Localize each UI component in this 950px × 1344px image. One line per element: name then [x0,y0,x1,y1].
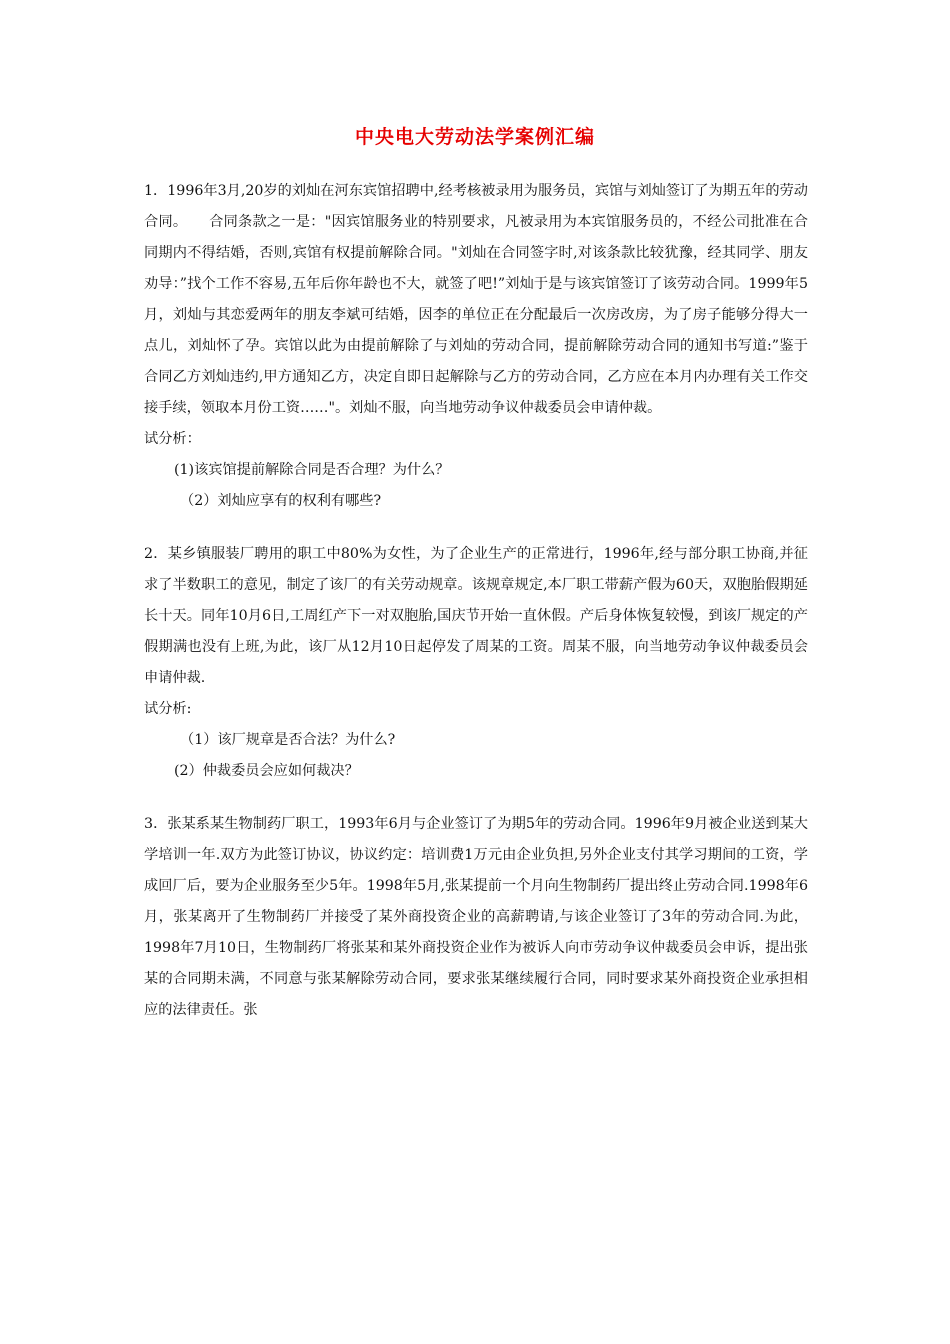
case-1-prompt: 试分析： [144,431,201,447]
document-body [144,176,808,1026]
case-1-question-1: (1)该宾馆提前解除合同是否合理？为什么？ [174,462,450,478]
case-1-question-2: （2）刘灿应享有的权利有哪些? [180,493,382,509]
case-2-question-1: （1）该厂规章是否合法？为什么? [180,732,396,748]
document-title: 中央电大劳动法学案例汇编 [354,126,595,148]
section-gap [144,517,808,539]
case-1-text: 1．1996年3月,20岁的刘灿在河东宾馆招聘中,经考核被录用为服务员，宾馆与刘灿签订了为期五年的劳动合同。 合同条款之一是："因宾馆服务业的特别要求，凡被录用为本宾馆服务员的，不经公司批准在合同期内不得结婚，否则,宾馆有权提前解除合同。"刘灿在合同签字时,对该条款比较犹豫，经其同学、朋友劝导：”找个工作不容易,五年后你年龄也不大，就签了吧!”刘灿于是与该宾馆签订了该劳动合同。1999年5月，刘灿与其恋爱两年的朋友李斌可结婚，因李的单位正在分配最后一次房改房，为了房子能够分得大一点儿，刘灿怀了孕。宾馆以此为由提前解除了与刘灿的劳动合同，提前解除劳动合同的通知书写道:”鉴于合同乙方刘灿违约,甲方通知乙方，决定自即日起解除与乙方的劳动合同，乙方应在本月内办理有关工作交接手续，领取本月份工资……"。刘灿不服，向当地劳动争议仲裁委员会申请仲裁。 [144,183,808,416]
case-2-text: 2．某乡镇服装厂聘用的职工中80%为女性，为了企业生产的正常进行，1996年,经与部分职工协商,并征求了半数职工的意见，制定了该厂的有关劳动规章。该规章规定,本厂职工带薪产假为60天，双胞胎假期延长十天。同年10月6日,工周红产下一对双胞胎,国庆节开始一直休假。产后身体恢复较慢，到该厂规定的产假期满也没有上班,为此，该厂从12月10日起停发了周某的工资。周某不服，向当地劳动争议仲裁委员会申请仲裁. [144,546,808,686]
case-2-prompt: 试分析: [144,701,192,717]
case-3-text: 3．张某系某生物制药厂职工，1993年6月与企业签订了为期5年的劳动合同。1996年9月被企业送到某大学培训一年.双方为此签订协议，协议约定：培训费1万元由企业负担,另外企业支付其学习期间的工资，学成回厂后，要为企业服务至少5年。1998年5月,张某提前一个月向生物制药厂提出终止劳动合同.1998年6月，张某离开了生物制药厂并接受了某外商投资企业的高薪聘请,与该企业签订了3年的劳动合同.为此，1998年7月10日，生物制药厂将张某和某外商投资企业作为被诉人向市劳动争议仲裁委员会申诉，提出张某的合同期未满，不同意与张某解除劳动合同，要求张某继续履行合同，同时要求某外商投资企业承担相应的法律责任。张 [144,816,808,1018]
case-2-question-2: (2）仲裁委员会应如何裁决？ [174,763,359,779]
section-gap [144,787,808,809]
